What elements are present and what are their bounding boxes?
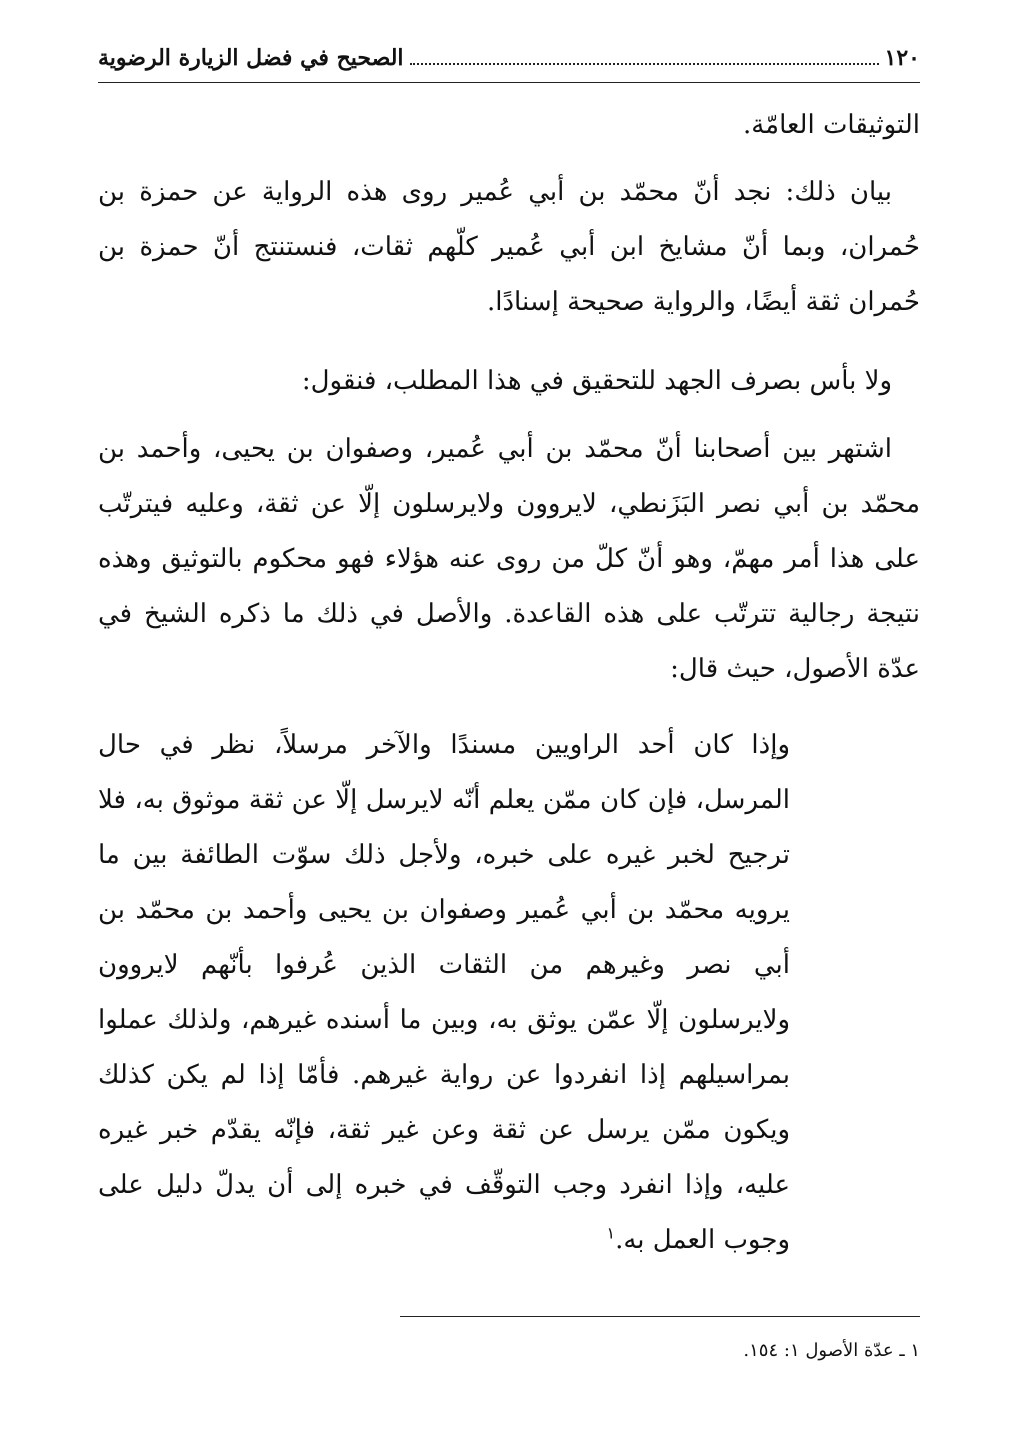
page-number: ١٢٠ bbox=[884, 45, 920, 71]
paragraph-2: بيان ذلك: نجد أنّ محمّد بن أبي عُمير روى هذه الرواية عن حمزة بن حُمران، وبما أنّ مشايخ ابن أبي عُمير كلّهم ثقات، فنستنتج أنّ حمزة بن حُمران ثقة أيضًا، والرواية صحيحة إسنادًا. bbox=[98, 177, 920, 317]
paragraph-1: التوثيقات العامّة. bbox=[742, 110, 920, 140]
footnote-ref: ١ bbox=[606, 1223, 616, 1243]
header-rule bbox=[98, 82, 920, 83]
paragraph-4: اشتهر بين أصحابنا أنّ محمّد بن أبي عُمير، وصفوان بن يحيى، وأحمد بن محمّد بن أبي نصر البَزَنطي، لايروون ولايرسلون إلّا عن ثقة، وعليه فيترتّب على هذا أمر مهمّ، وهو أنّ كلّ من روى عنه هؤلاء فهو محكوم بالتوثيق وهذه نتيجة رجالية تترتّب على هذه القاعدة. والأصل في ذلك ما ذكره الشيخ في عدّة الأصول، حيث قال: bbox=[98, 434, 920, 684]
quote-text: وإذا كان أحد الراويين مسندًا والآخر مرسلاً، نظر في حال المرسل، فإن كان ممّن يعلم أنّه لايرسل إلّا عن ثقة موثوق به، فلا ترجيح لخبر غيره على خبره، ولأجل ذلك سوّت الطائفة بين ما يرويه محمّد بن أبي عُمير وصفوان بن يحيى وأحمد بن محمّد بن أبي نصر وغيرهم من الثقات الذين عُرفوا بأنّهم لايروون ولايرسلون إلّا عمّن يوثق به، وبين ما أسنده غيرهم، ولذلك عملوا بمراسيلهم إذا انفردوا عن رواية غيرهم. فأمّا إذا لم يكن كذلك ويكون ممّن يرسل عن ثقة وعن غير ثقة، فإنّه يقدّم خبر غيره عليه، وإذا انفرد وجب التوقّف في خبره إلى أن يدلّ دليل على وجوب العمل به. bbox=[98, 730, 791, 1255]
block-quote bbox=[98, 718, 790, 1268]
running-title: الصحيح في فضل الزيارة الرضوية bbox=[98, 45, 404, 71]
paragraph-3: ولا بأس بصرف الجهد للتحقيق في هذا المطلب، فنقول: bbox=[301, 366, 892, 396]
page-header bbox=[98, 38, 920, 78]
footnote-1: ١ ـ عدّة الأصول ١: ١٥٤. bbox=[743, 1340, 920, 1361]
footnote-separator bbox=[400, 1316, 920, 1317]
header-dot-leader bbox=[410, 63, 879, 65]
